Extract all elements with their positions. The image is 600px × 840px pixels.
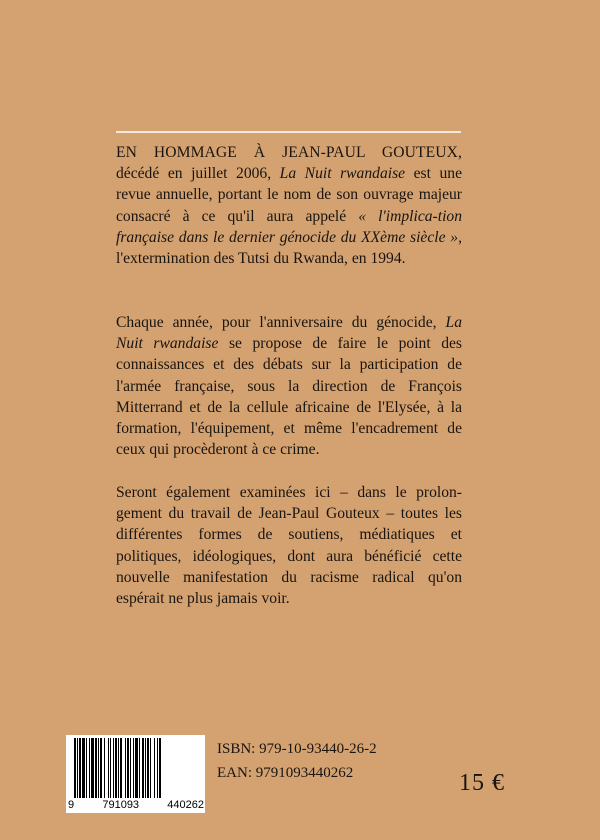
barcode-bar xyxy=(91,738,94,798)
isbn-info xyxy=(217,737,377,785)
barcode-bar xyxy=(100,738,102,798)
barcode-bar xyxy=(115,738,117,798)
barcode-bar xyxy=(104,738,105,798)
text-run: se propose de faire le point des connaissances et des débats sur la participation de l'armée française, sous la direction de François Mitterrand et de la cellule africaine de l'Elysée, à la formation, l'équipement, et même l'encadrement de ceux qui procèderont à ce crime. xyxy=(116,335,462,459)
barcode-bar xyxy=(118,738,119,798)
barcode-bar xyxy=(147,738,149,798)
isbn-number: ISBN: 979-10-93440-26-2 xyxy=(217,741,377,757)
top-rule xyxy=(116,131,461,133)
barcode-bar xyxy=(95,738,97,798)
barcode-bar xyxy=(145,738,146,798)
barcode-bar xyxy=(110,738,111,798)
barcode-bar xyxy=(130,738,131,798)
barcode-bar xyxy=(139,738,140,798)
text-run: est une revue annuelle, portant le nom de son ouvrage majeur consacré à ce qu'il aura appelé xyxy=(116,165,462,225)
barcode-bar xyxy=(135,738,138,798)
scope-paragraph xyxy=(116,482,462,609)
barcode-bar xyxy=(89,738,90,798)
text-run: Chaque année, pour l'anniversaire du génocide, xyxy=(116,314,446,331)
barcode-bar xyxy=(120,738,122,798)
barcode-bar xyxy=(113,738,114,798)
barcode-bar xyxy=(125,738,126,798)
barcode-right-group: 440262 xyxy=(167,799,204,811)
journal-title: La Nuit rwandaise xyxy=(279,165,406,183)
barcode-bar xyxy=(157,738,158,798)
purpose-paragraph xyxy=(116,312,462,460)
barcode-bar xyxy=(79,738,81,798)
text-run: décédé en juillet 2006, xyxy=(116,165,280,183)
barcode-bar xyxy=(86,738,87,798)
barcode-first-digit: 9 xyxy=(68,799,75,811)
price: 15 € xyxy=(459,770,505,796)
barcode-bar xyxy=(150,738,151,798)
barcode-bar xyxy=(133,738,134,798)
barcode xyxy=(66,735,205,813)
tribute-paragraph xyxy=(116,142,462,269)
barcode-bar xyxy=(108,738,109,798)
barcode-digits xyxy=(68,799,204,811)
barcode-bars xyxy=(66,735,205,801)
barcode-bar xyxy=(77,738,78,798)
barcode-bar xyxy=(127,738,129,798)
barcode-bar xyxy=(82,738,85,798)
barcode-bar xyxy=(142,738,144,798)
text-run: Seront également examinées ici – dans le prolon-gement du travail de Jean-Paul Gouteux – toutes les différentes formes de soutiens, médiatiques et politiques, idéologiques, dont aura bénéficié cette nouvelle manifestation du racisme radical qu'on espérait ne plus jamais voir. xyxy=(116,484,462,608)
journal-title: La Nuit rwandaise xyxy=(116,314,462,353)
ean-number: EAN: 9791093440262 xyxy=(217,765,354,781)
text-run: , l'extermination des Tutsi du Rwanda, en 1994. xyxy=(116,228,462,268)
barcode-bar xyxy=(159,738,161,798)
barcode-left-group: 791093 xyxy=(102,799,140,811)
barcode-bar xyxy=(154,738,155,798)
tribute-heading: EN HOMMAGE À JEAN-PAUL GOUTEUX, xyxy=(116,144,462,161)
barcode-bar xyxy=(98,738,99,798)
book-title-quote: « l'implica-tion française dans le dernier génocide du XXème siècle » xyxy=(116,207,462,246)
barcode-bar xyxy=(74,738,76,798)
